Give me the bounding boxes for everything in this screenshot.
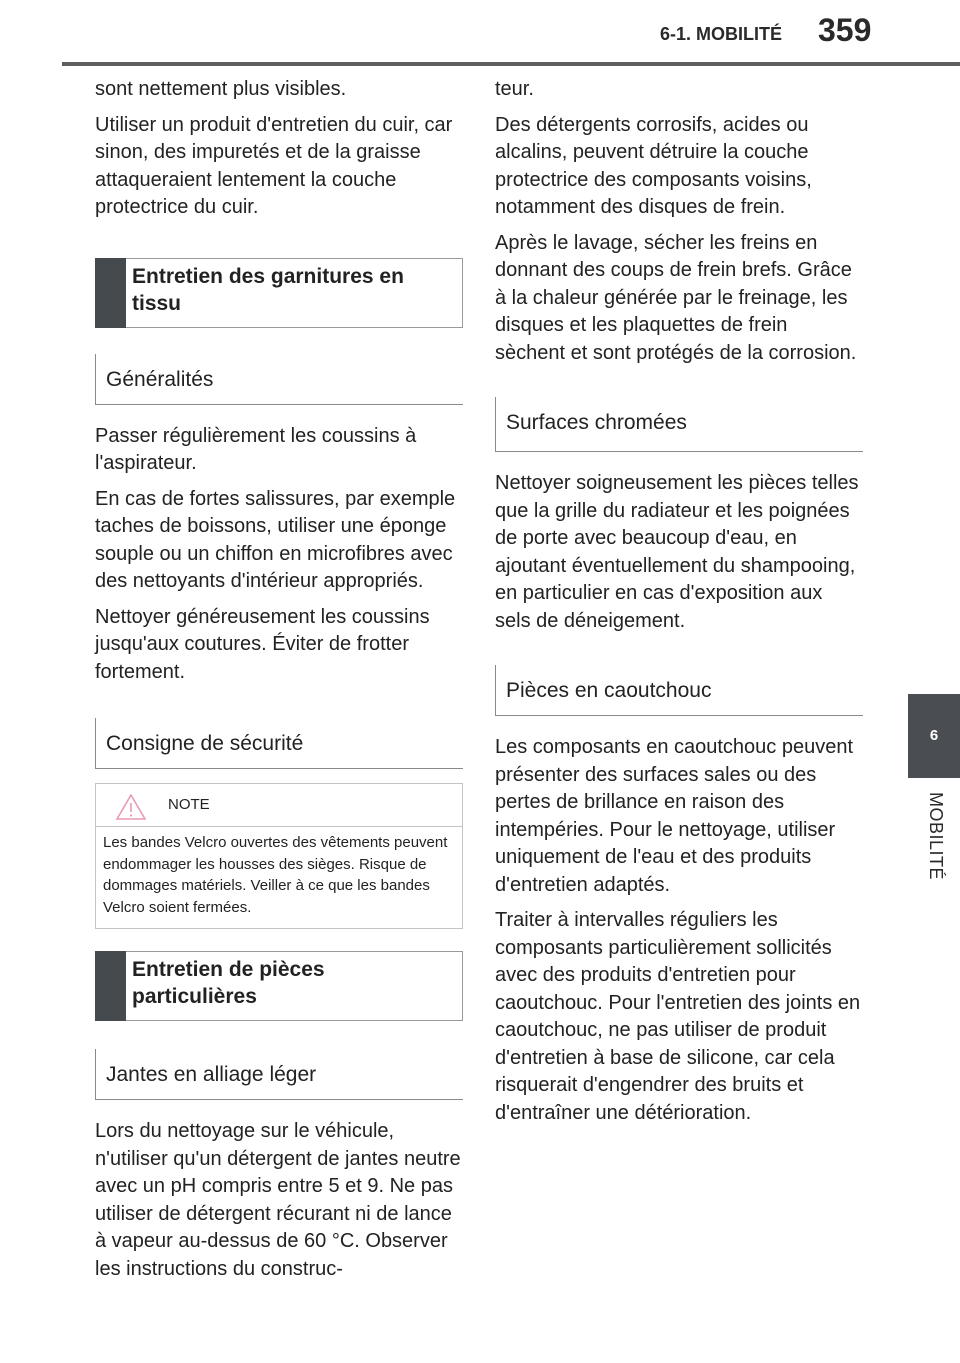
- section-heading-garnitures: [95, 258, 463, 328]
- subheading-chromees: [495, 397, 863, 452]
- note-box: [95, 783, 463, 929]
- warning-icon: [116, 794, 146, 820]
- paragraph: Traiter à intervalles réguliers les composants particulièrement sollicités avec des produits d'entretien pour caoutchouc. Pour l'entretien des joints en caoutchouc, ne pas utiliser de produit d'entretien à base de silicone, car cela risquerait d'engendrer des bruits et d'entraîner une détérioration.: [495, 909, 861, 1124]
- right-column: [495, 76, 863, 1135]
- chapter-tab[interactable]: 6: [908, 694, 960, 778]
- header-section-title: 6-1. MOBILITÉ: [660, 24, 783, 44]
- left-column: [95, 76, 463, 1291]
- note-header: [96, 784, 462, 827]
- heading-bar: [95, 258, 126, 328]
- paragraph: Passer régulièrement les coussins à l'aspirateur.: [95, 424, 417, 474]
- note-label: NOTE: [168, 796, 210, 813]
- chapter-tab-label: MOBILITÉ: [926, 792, 946, 881]
- paragraph: Des détergents corrosifs, acides ou alcalins, peuvent détruire la couche protectrice des composants voisins, notamment des disques de frein.: [495, 113, 812, 218]
- subheading-generalites: [95, 354, 463, 405]
- subheading-caoutchouc: [495, 665, 863, 716]
- paragraph: Après le lavage, sécher les freins en donnant des coups de frein brefs. Grâce à la chaleur générée par le freinage, les disques et les plaquettes de frein sèchent et sont protégés de la corrosion.: [495, 231, 857, 364]
- paragraph: Utiliser un produit d'entretien du cuir, car sinon, des impuretés et de la graisse attaqueraient lentement la couche protectrice du cuir.: [95, 113, 453, 218]
- section-heading-text: Entretien des garnitures en tissu: [132, 264, 404, 315]
- paragraph: Nettoyer généreusement les coussins jusqu'aux coutures. Éviter de frotter fortement.: [95, 605, 430, 683]
- paragraph: Nettoyer soigneusement les pièces telles que la grille du radiateur et les poignées de porte avec beaucoup d'eau, en ajoutant éventuellement du shampooing, en particulier en cas d'exposition aux sels de déneigement.: [495, 472, 859, 632]
- header-rule: [62, 62, 960, 66]
- subheading-text: Jantes en alliage léger: [106, 1063, 317, 1086]
- paragraph: Lors du nettoyage sur le véhicule, n'utiliser qu'un détergent de jantes neutre avec un pH compris entre 5 et 9. Ne pas utiliser de détergent récurant ni de lance à vapeur au-dessus de 60 °C. Observer les instructions du construc-: [95, 1120, 461, 1280]
- subheading-text: Consigne de sécurité: [106, 732, 304, 755]
- heading-bar: [95, 951, 126, 1021]
- paragraph: Les composants en caoutchouc peuvent présenter des surfaces sales ou des pertes de brillance en raison des intempéries. Pour le nettoyage, utiliser uniquement de l'eau et des produits d'entretien adaptés.: [495, 736, 854, 896]
- section-heading-pieces: [95, 951, 463, 1021]
- paragraph: sont nettement plus visibles.: [95, 78, 347, 100]
- subheading-jantes: [95, 1049, 463, 1100]
- subheading-text: Surfaces chromées: [506, 411, 687, 434]
- paragraph: En cas de fortes salissures, par exemple taches de boissons, utiliser une éponge souple ou un chiffon en microfibres avec des nettoyants d'intérieur appropriés.: [95, 487, 456, 592]
- note-text: Les bandes Velcro ouvertes des vêtements peuvent endommager les housses des sièges. Risque de dommages matériels. Veiller à ce que les bandes Velcro soient fermées.: [103, 834, 448, 916]
- paragraph: teur.: [495, 78, 534, 100]
- subheading-text: Généralités: [106, 367, 214, 391]
- section-heading-text: Entretien de pièces particulières: [132, 958, 325, 1008]
- subheading-consigne: [95, 718, 463, 769]
- subheading-text: Pièces en caoutchouc: [506, 679, 712, 702]
- page-number: 359: [818, 12, 872, 48]
